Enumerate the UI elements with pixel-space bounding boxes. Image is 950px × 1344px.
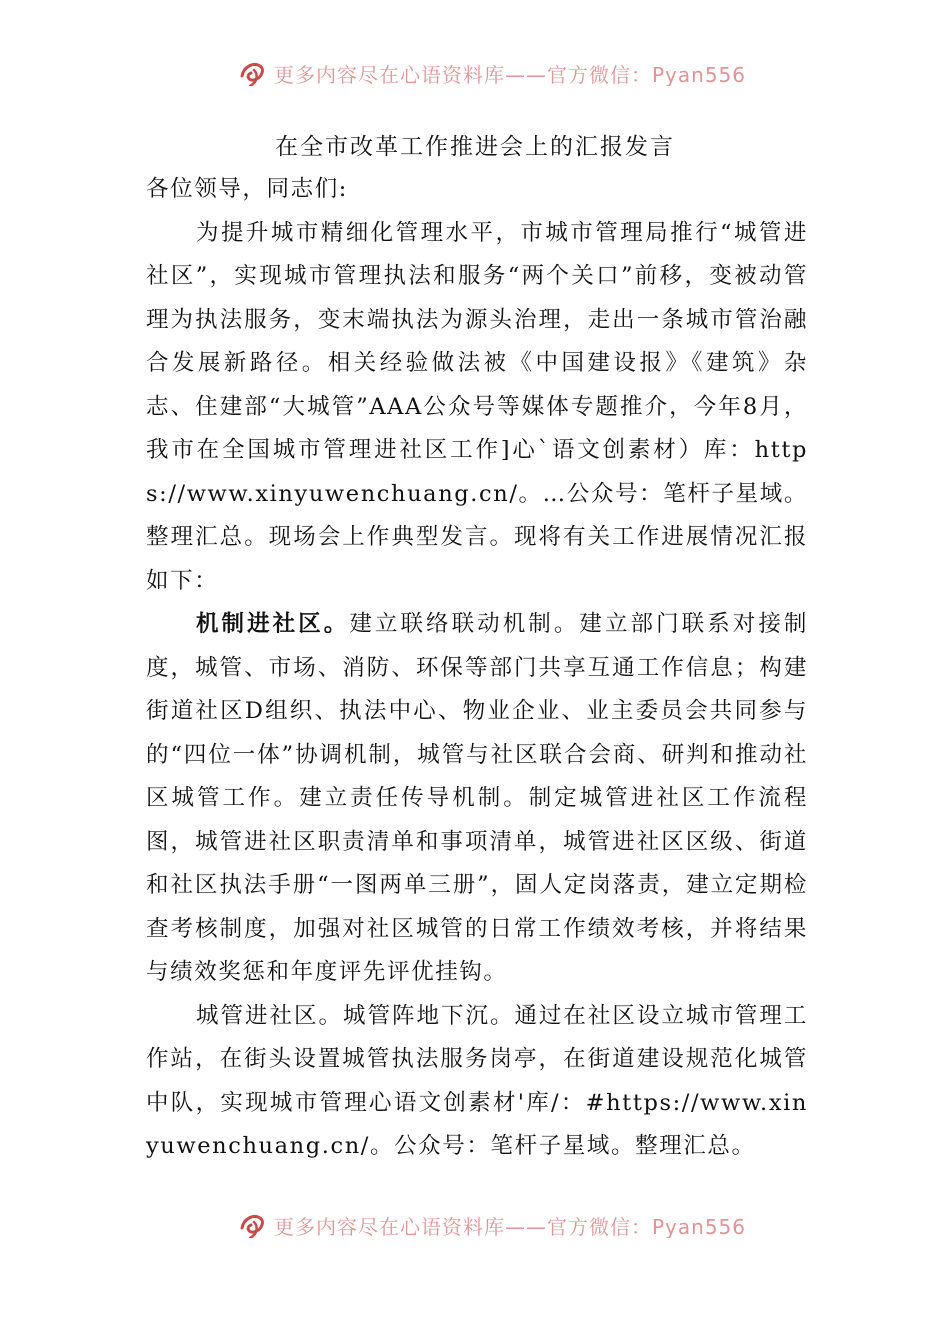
watermark-header — [0, 52, 950, 86]
watermark-content — [238, 1210, 746, 1238]
paragraph-text: 建立联络联动机制。建立部门联系对接制度，城管、市场、消防、环保等部门共享互通工作信息；构建街道社区D组织、执法中心、物业企业、业主委员会共同参与的“四位一体”协调机制，城管与社区联合会商、研判和推动社区城管工作。建立责任传导机制。制定城管进社区工作流程图，城管进社区职责清单和事项清单，城管进社区区级、街道和社区执法手册“一图两单三册”，固人定岗落责，建立定期检查考核制度，加强对社区城管的日常工作绩效考核，并将结果与绩效奖惩和年度评先评优挂钩。 — [146, 611, 808, 985]
paragraph-text: 为提升城市精细化管理水平，市城市管理局推行“城管进社区”，实现城市管理执法和服务“两个关口”前移，变被动管理为执法服务，变末端执法为源头治理，走出一条城市管治融合发展新路径。相关经验做法被《中国建设报》《建筑》杂志、住建部“大城管”AAA公众号等媒体专题推介，今年8月，我市在全国城市管理进社区工作]心`语文创素材）库：https://www.xinyuwenchuang.cn/。…公众号：笔杆子星域。整理汇总。现场会上作典型发言。现将有关工作进展情况汇报如下： — [146, 219, 808, 594]
paragraph-heading: 机制进社区。 — [196, 611, 350, 637]
brand-logo-icon — [238, 58, 268, 86]
paragraph-text: 城管进社区。城管阵地下沉。通过在社区设立城市管理工作站，在街头设置城管执法服务岗亭，在街道建设规范化城管中队，实现城市管理心语文创素材'库/：#https://www.xinyuwenchuang.cn/。公众号：笔杆子星域。整理汇总。 — [146, 1002, 808, 1159]
watermark-text: 更多内容尽在心语资料库——官方微信：Pyan556 — [274, 62, 747, 86]
paragraph-urban-management — [146, 995, 808, 1169]
watermark-content — [238, 58, 746, 86]
watermark-text: 更多内容尽在心语资料库——官方微信：Pyan556 — [274, 1214, 747, 1238]
paragraph-intro — [146, 212, 808, 604]
brand-logo-icon — [238, 1210, 268, 1238]
watermark-footer — [0, 1204, 950, 1238]
salutation: 各位领导，同志们: — [146, 176, 348, 202]
paragraph-mechanism — [146, 603, 808, 995]
document-body — [146, 168, 808, 1169]
document-title: 在全市改革工作推进会上的汇报发言 — [275, 134, 675, 160]
